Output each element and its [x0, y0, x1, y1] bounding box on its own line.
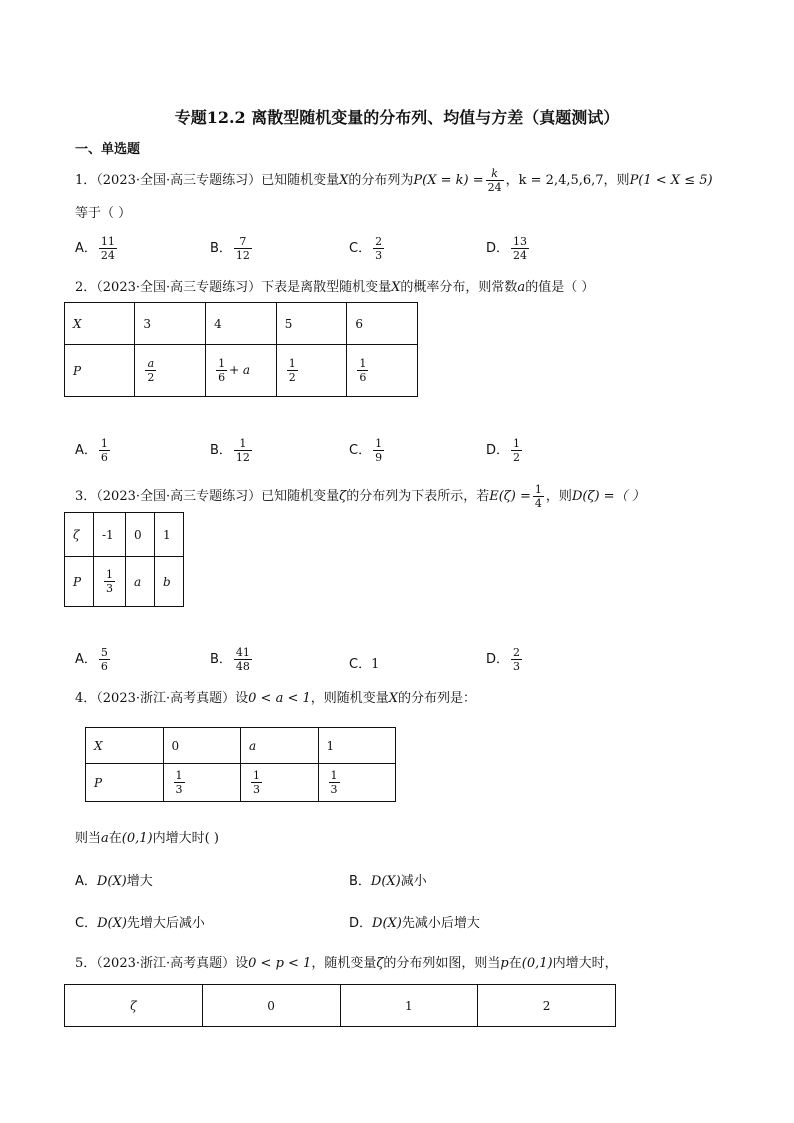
- page-title: 专题12.2 离散型随机变量的分布列、均值与方差（真题测试）: [174, 108, 620, 127]
- question-1-line2: 等于（ ）: [75, 206, 132, 221]
- option-c[interactable]: C．D(X)先增大后减小: [75, 916, 205, 931]
- question-4-line2: 则当a在(0,1)内增大时( ): [75, 831, 219, 846]
- math-cond: ，k = 2,4,5,6,7，则: [505, 173, 630, 188]
- option-b[interactable]: B．D(X)减小: [349, 874, 427, 889]
- math-var: X: [339, 173, 349, 188]
- q5-distribution-table: ζ 0 1 2: [64, 984, 616, 1027]
- q2-distribution-table: X 3 4 5 6 P $\frac{a}{2}$ $\frac{1}{6}$ + a $\frac{1}{2}$ $\frac{1}{6}$: [64, 302, 418, 397]
- option-c[interactable]: C． $\frac{1}{9}$: [349, 437, 383, 464]
- question-1: [75, 167, 713, 194]
- option-b[interactable]: B． $\frac{1}{12}$: [210, 437, 250, 464]
- question-text: （2023·全国·高三专题练习）已知随机变量: [96, 173, 340, 188]
- q3-distribution-table: ζ -1 0 1 P $\frac{1}{3}$ a b: [64, 512, 184, 607]
- question-4: 4．（2023·浙江·高考真题）设0 < a < 1，则随机变量X的分布列是：: [75, 691, 477, 706]
- question-5: 5．（2023·浙江·高考真题）设0 < p < 1，随机变量ζ的分布列如图，则当p在(0,1)内增大时，: [75, 956, 618, 971]
- option-a[interactable]: A． $\frac{11}{24}$: [75, 235, 115, 262]
- question-3: 3．（2023·全国·高三专题练习）已知随机变量ζ的分布列为下表所示，若E(ζ) = $\frac{1}{4}$ ，则D(ζ) =（ ）: [75, 483, 645, 510]
- q4-distribution-table: X 0 a 1 P $\frac{1}{3}$ $\frac{1}{3}$ $\frac{1}{3}$: [85, 727, 396, 802]
- question-2: 2．（2023·全国·高三专题练习）下表是离散型随机变量X的概率分布，则常数a的值是（ ）: [75, 280, 595, 295]
- option-d[interactable]: D．D(X)先减小后增大: [349, 916, 480, 931]
- option-b[interactable]: B． $\frac{41}{48}$: [210, 646, 250, 673]
- option-d[interactable]: D． $\frac{2}{3}$: [486, 646, 521, 673]
- option-d[interactable]: D． $\frac{13}{24}$: [486, 235, 528, 262]
- option-c[interactable]: C．1: [349, 657, 380, 672]
- math-expr: P(X = k) =: [413, 173, 484, 188]
- option-b[interactable]: B． $\frac{7}{12}$: [210, 235, 250, 262]
- option-a[interactable]: A． $\frac{1}{6}$: [75, 437, 108, 464]
- section-heading: 一、单选题: [75, 142, 141, 157]
- math-expr: P(1 < X ≤ 5): [629, 173, 713, 188]
- question-number: 1．: [75, 173, 97, 188]
- fraction: $\frac{k}{24}$: [487, 167, 502, 194]
- option-a[interactable]: A． $\frac{5}{6}$: [75, 646, 108, 673]
- question-text: 的分布列为: [348, 173, 414, 188]
- option-d[interactable]: D． $\frac{1}{2}$: [486, 437, 521, 464]
- option-a[interactable]: A．D(X)增大: [75, 874, 153, 889]
- option-c[interactable]: C． $\frac{2}{3}$: [349, 235, 383, 262]
